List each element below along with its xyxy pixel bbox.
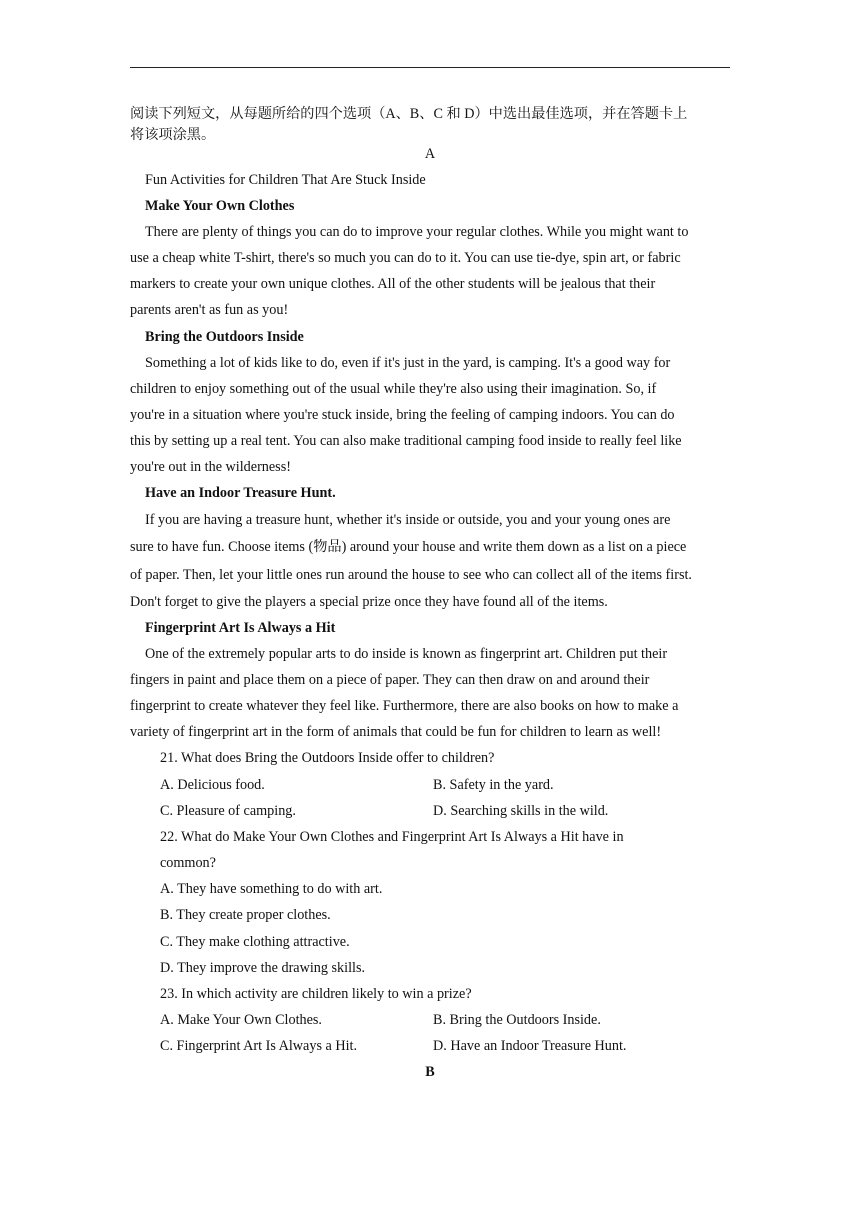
paragraph-line: Something a lot of kids like to do, even if it's just in the yard, is camping. It's a good way for <box>145 355 671 371</box>
paragraph-line: sure to have fun. Choose items (物品) around your house and write them down as a list on a piece <box>130 539 687 555</box>
q21-option-c: C. Pleasure of camping. <box>160 803 296 819</box>
heading-indoor-treasure-hunt: Have an Indoor Treasure Hunt. <box>145 485 336 501</box>
header-rule <box>130 67 730 68</box>
q23-option-b: B. Bring the Outdoors Inside. <box>433 1012 601 1028</box>
paragraph-line: markers to create your own unique clothes. All of the other students will be jealous that their <box>130 276 656 292</box>
paragraph-line: If you are having a treasure hunt, whether it's inside or outside, you and your young ones are <box>145 512 671 528</box>
heading-fingerprint-art: Fingerprint Art Is Always a Hit <box>145 620 336 636</box>
question-23-stem: 23. In which activity are children likely to win a prize? <box>160 986 472 1002</box>
q22-option-d: D. They improve the drawing skills. <box>160 960 366 976</box>
question-22-stem-cont: common? <box>160 855 216 871</box>
paragraph-line: One of the extremely popular arts to do inside is known as fingerprint art. Children put their <box>145 646 668 662</box>
section-a-label: A <box>424 146 436 162</box>
paragraph-line: fingers in paint and place them on a piece of paper. They can then draw on and around their <box>130 672 650 688</box>
q22-option-c: C. They make clothing attractive. <box>160 934 350 950</box>
section-b-label: B <box>425 1064 435 1080</box>
q21-option-b: B. Safety in the yard. <box>433 777 554 793</box>
q23-option-a: A. Make Your Own Clothes. <box>160 1012 322 1028</box>
q21-option-a: A. Delicious food. <box>160 777 265 793</box>
q22-option-b: B. They create proper clothes. <box>160 907 331 923</box>
paragraph-line: There are plenty of things you can do to improve your regular clothes. While you might want to <box>145 224 689 240</box>
q23-option-c: C. Fingerprint Art Is Always a Hit. <box>160 1038 358 1054</box>
paragraph-line: parents aren't as fun as you! <box>130 302 289 318</box>
heading-make-your-own-clothes: Make Your Own Clothes <box>145 198 295 214</box>
instruction-line-1: 阅读下列短文，从每题所给的四个选项（A、B、C 和 D）中选出最佳选项，并在答题卡上 <box>130 106 688 122</box>
question-21-stem: 21. What does Bring the Outdoors Inside offer to children? <box>160 750 495 766</box>
paragraph-line: use a cheap white T-shirt, there's so much you can do to it. You can use tie-dye, spin art, or fabric <box>130 250 681 266</box>
paragraph-line: of paper. Then, let your little ones run around the house to see who can collect all of the items first. <box>130 567 692 583</box>
passage-title: Fun Activities for Children That Are Stuck Inside <box>145 172 426 188</box>
heading-bring-outdoors-inside: Bring the Outdoors Inside <box>145 329 304 345</box>
paragraph-line: you're out in the wilderness! <box>130 459 291 475</box>
q23-option-d: D. Have an Indoor Treasure Hunt. <box>433 1038 627 1054</box>
q21-option-d: D. Searching skills in the wild. <box>433 803 609 819</box>
paragraph-line: Don't forget to give the players a special prize once they have found all of the items. <box>130 594 608 610</box>
question-22-stem: 22. What do Make Your Own Clothes and Fingerprint Art Is Always a Hit have in <box>160 829 624 845</box>
paragraph-line: this by setting up a real tent. You can also make traditional camping food inside to really feel like <box>130 433 682 449</box>
instruction-line-2: 将该项涂黑。 <box>130 127 216 143</box>
paragraph-line: you're in a situation where you're stuck inside, bring the feeling of camping indoors. You can do <box>130 407 675 423</box>
q22-option-a: A. They have something to do with art. <box>160 881 383 897</box>
paragraph-line: children to enjoy something out of the usual while they're also using their imagination. So, if <box>130 381 657 397</box>
paragraph-line: fingerprint to create whatever they feel like. Furthermore, there are also books on how to make a <box>130 698 679 714</box>
paragraph-line: variety of fingerprint art in the form of animals that could be fun for children to learn as well! <box>130 724 662 740</box>
